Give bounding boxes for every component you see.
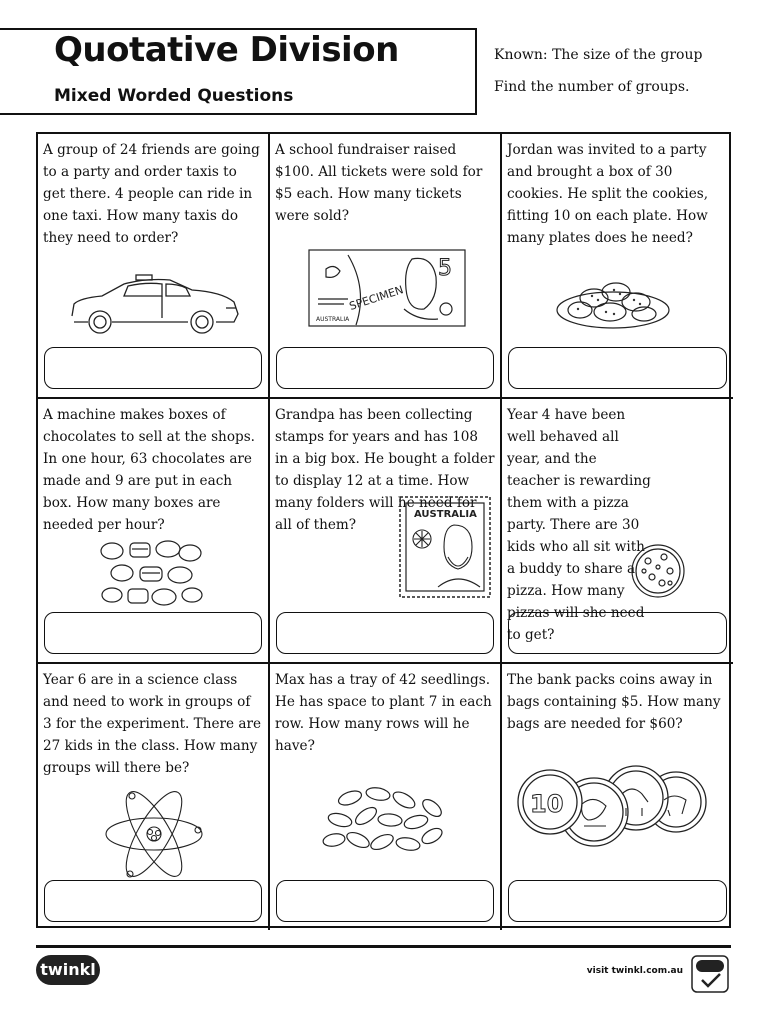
atom-image: [102, 784, 206, 884]
question-cell-2: [270, 134, 502, 399]
question-cell-1: [38, 134, 270, 399]
seeds-image: [320, 782, 448, 862]
footer-divider: [36, 945, 731, 948]
note-country: AUSTRALIA: [316, 316, 350, 323]
question-cell-5: [270, 399, 502, 664]
visit-link[interactable]: visit twinkl.com.au: [586, 966, 683, 976]
question-text-2: A school fundraiser raised $100. All tickets were sold for $5 each. How many tickets were sold?: [275, 142, 483, 224]
five-dollar-note-image: [308, 249, 466, 327]
answer-box-4[interactable]: [44, 612, 262, 654]
question-text-7: Year 6 are in a science class and need to work in groups of 3 for the experiment. There are 27 kids in the class. How many groups will there be?: [43, 672, 262, 776]
question-text-3: Jordan was invited to a party and brought a box of 30 cookies. He split the cookies, fitting 10 on each plate. How many plates does he need?: [507, 142, 709, 246]
coins-image: [514, 764, 710, 854]
cookie-plate-image: [554, 274, 672, 332]
question-text-1: A group of 24 friends are going to a party and order taxis to get there. 4 people can ride in one taxi. How many taxis do they need to order?: [43, 142, 260, 246]
pizza-image: [630, 533, 686, 609]
question-text-4: A machine makes boxes of chocolates to sell at the shops. In one hour, 63 chocolates are made and 9 are put in each box. How many boxes are needed per hour?: [43, 407, 255, 533]
question-cell-4: [38, 399, 270, 664]
question-text-9: The bank packs coins away in bags containing $5. How many bags are needed for $60?: [507, 672, 721, 732]
answer-box-8[interactable]: [276, 880, 494, 922]
note-specimen: SPECIMEN: [347, 283, 406, 313]
answer-box-2[interactable]: [276, 347, 494, 389]
answer-box-3[interactable]: [508, 347, 727, 389]
chocolates-image: [98, 537, 206, 607]
page-title: Quotative Division: [54, 30, 399, 70]
question-text-6: Year 4 have been well behaved all year, and the teacher is rewarding them with a pizza party. There are 30 kids who all sit with a buddy to share a pizza. How many pizzas will she need to get?: [507, 407, 651, 643]
find-note: Find the number of groups.: [494, 79, 690, 95]
question-cell-9: [502, 664, 733, 930]
coin-value: 10: [530, 790, 564, 818]
question-text-5: Grandpa has been collecting stamps for years and has 108 in a big box. He bought a folder to display 12 at a time. How many folders will he need for all of them?: [275, 407, 495, 533]
answer-box-7[interactable]: [44, 880, 262, 922]
question-grid: [36, 132, 731, 928]
question-cell-7: [38, 664, 270, 930]
question-cell-6: [502, 399, 733, 664]
answer-box-9[interactable]: [508, 880, 727, 922]
page-subtitle: Mixed Worded Questions: [54, 86, 294, 106]
answer-box-1[interactable]: [44, 347, 262, 389]
question-text-8: Max has a tray of 42 seedlings. He has space to plant 7 in each row. How many rows will he have?: [275, 672, 492, 754]
twinkl-logo: twinkl: [36, 955, 100, 985]
stamp-country: AUSTRALIA: [414, 509, 477, 520]
answer-box-6[interactable]: [508, 612, 727, 654]
note-value: 5: [438, 256, 452, 281]
taxi-car-image: [66, 274, 242, 338]
postage-stamp-image: [398, 495, 492, 599]
question-cell-8: [270, 664, 502, 930]
quality-standard-badge-icon: [690, 954, 730, 994]
answer-box-5[interactable]: [276, 612, 494, 654]
question-cell-3: [502, 134, 733, 399]
known-note: Known: The size of the group: [494, 47, 703, 63]
